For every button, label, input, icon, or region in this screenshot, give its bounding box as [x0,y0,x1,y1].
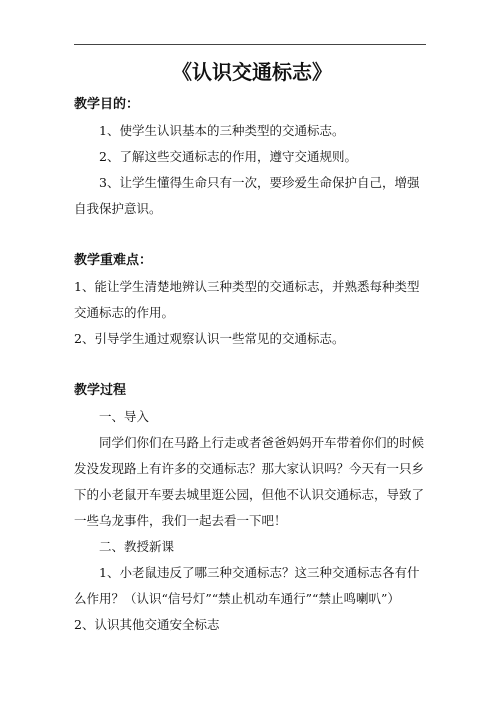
key-point-item-2: 2、引导学生通过观察认识一些常见的交通标志。 [74,331,345,346]
process-part1-text: 同学们你们在马路上行走或者爸爸妈妈开车带着你们的时候发没发现路上有许多的交通标志？那大家认识吗？今天有一只乡下的小老鼠开车要去城里逛公园，但他不认识交通标志，导致了一些乌龙事件，我们一起去看一下吧！ [74,435,425,528]
section-heading-process: 教学过程 [74,383,127,398]
spacer [74,222,430,248]
goal-item-2: 2、了解这些交通标志的作用，遵守交通规则。 [99,149,357,164]
process-part2-item2: 2、认识其他交通安全标志 [74,617,220,632]
process-part2-item1: 1、小老鼠违反了哪三种交通标志？这三种交通标志各有什么作用？（认识“信号灯”“禁止机动车通行”“禁止鸣喇叭”） [74,565,420,606]
goal-item-1: 1、使学生认识基本的三种类型的交通标志。 [99,123,345,138]
goal-item-3: 3、让学生懂得生命只有一次，要珍爱生命保护自己，增强自我保护意识。 [74,175,420,216]
process-part1-label: 一、导入 [99,409,150,424]
section-teaching-goals [74,92,430,222]
header-rule [74,44,426,45]
spacer [74,352,430,378]
process-part2-label: 二、教授新课 [99,539,175,554]
document-body [74,56,430,638]
section-heading-goals: 教学目的： [74,97,140,112]
section-teaching-process [74,378,430,638]
key-point-item-1: 1、能让学生清楚地辨认三种类型的交通标志，并熟悉每种类型交通标志的作用。 [74,279,420,320]
section-key-points [74,248,430,352]
section-heading-key-points: 教学重难点： [74,253,153,268]
document-title: 《认识交通标志》 [172,60,332,84]
